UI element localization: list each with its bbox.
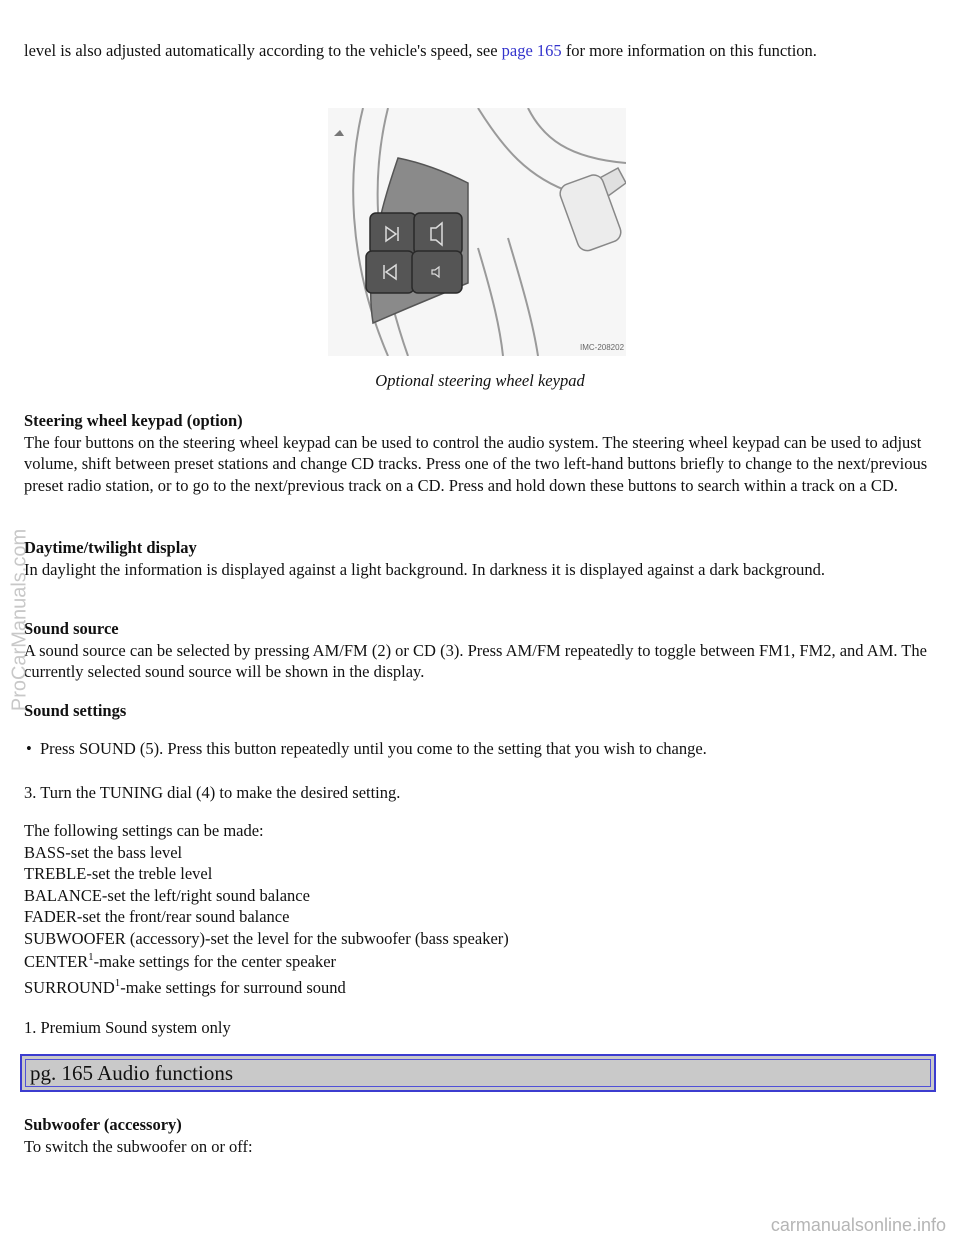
settings-item-bass: BASS-set the bass level: [24, 842, 183, 862]
settings-item-treble: TREBLE-set the treble level: [24, 864, 213, 883]
settings-item-surround: [24, 977, 936, 999]
steering-wheel-illustration: [328, 108, 626, 356]
subwoofer-heading: Subwoofer (accessory): [24, 1115, 182, 1134]
source-body: A sound source can be selected by pressing AM/FM (2) or CD (3). Press AM/FM repeatedly to toggle between FM1, FM2, and AM. The currently selected sound source will be shown in the display.: [24, 640, 927, 681]
steering-wheel-keypad-figure: [328, 108, 626, 356]
settings-bullet-text: Press SOUND (5). Press this button repeatedly until you come to the setting that you wish to change.: [40, 739, 707, 758]
settings-item-balance: BALANCE-set the left/right sound balance: [24, 885, 310, 905]
settings-bullet: [24, 738, 936, 760]
display-heading: Daytime/twilight display: [24, 538, 197, 557]
keypad-body: The four buttons on the steering wheel keypad can be used to control the audio system. The steering wheel keypad can be used to adjust volume, shift between preset stations and change CD tracks. Press one of the two left-hand buttons briefly to change to the next/previous preset radio station, or to go to the next/previous track on a CD. Press and hold down these buttons to search within a track on a CD.: [24, 432, 928, 495]
center-text: -make settings for the center speaker: [93, 952, 337, 971]
intro-text: level is also adjusted automatically according to the vehicle's speed, see: [24, 41, 502, 60]
figure-caption: Optional steering wheel keypad: [375, 371, 585, 390]
center-label: CENTER: [24, 952, 89, 971]
surround-footnote-ref: 1: [114, 977, 121, 989]
bottom-right-watermark: carmanualsonline.info: [770, 1214, 946, 1235]
settings-step-3: 3. Turn the TUNING dial (4) to make the desired setting.: [24, 783, 401, 802]
surround-text: -make settings for surround sound: [120, 978, 346, 997]
page-165-link[interactable]: page 165: [501, 41, 562, 60]
center-footnote-ref: 1: [88, 951, 94, 963]
left-watermark-text: ProCarManuals.com: [8, 528, 31, 712]
settings-item-center: [24, 951, 936, 973]
page-banner-title: pg. 165 Audio functions: [30, 1061, 233, 1085]
footnote: 1. Premium Sound system only: [24, 1018, 231, 1037]
settings-item-fader: FADER-set the front/rear sound balance: [24, 907, 290, 926]
settings-list-intro: The following settings can be made:: [24, 821, 264, 840]
settings-heading: Sound settings: [24, 701, 127, 720]
display-body: In daylight the information is displayed against a light background. In darkness it is displayed against a dark background.: [24, 559, 825, 579]
bullet-marker: •: [26, 739, 32, 758]
page-banner: [20, 1054, 936, 1092]
source-heading: Sound source: [24, 619, 119, 638]
keypad-heading: Steering wheel keypad (option): [24, 411, 243, 430]
left-watermark: [5, 500, 35, 740]
settings-item-subwoofer: SUBWOOFER (accessory)-set the level for the subwoofer (bass speaker): [24, 928, 509, 948]
intro-paragraph: [24, 40, 936, 62]
intro-text-end: for more information on this function.: [561, 41, 817, 60]
subwoofer-body: To switch the subwoofer on or off:: [24, 1136, 253, 1156]
surround-label: SURROUND: [24, 978, 115, 997]
figure-code: IMC-208202: [580, 343, 625, 352]
